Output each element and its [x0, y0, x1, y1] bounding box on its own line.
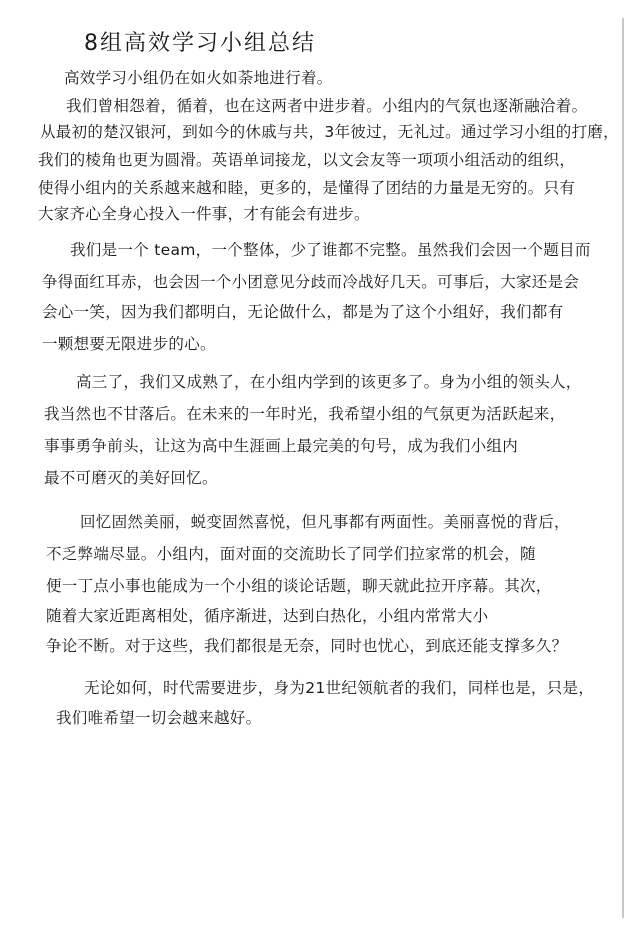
paragraph-1-line-6: 大家齐心全身心投入一件事，才有能会有进步。: [38, 205, 370, 223]
paragraph-2-line-3: 会心一笑，因为我们都明白，无论做什么，都是为了这个小组好，我们都有: [42, 303, 564, 321]
paragraph-3-line-4: 最不可磨灭的美好回忆。: [44, 469, 218, 487]
paragraph-5-line-1: 无论如何，时代需要进步，身为21世纪领航者的我们，同样也是，只是，: [84, 679, 595, 697]
paragraph-4-line-1: 回忆固然美丽，蜕变固然喜悦，但凡事都有两面性。美丽喜悦的背后，: [80, 513, 570, 531]
paragraph-5-line-2: 我们唯希望一切会越来越好。: [56, 709, 262, 727]
paragraph-4-line-2: 不乏弊端尽显。小组内，面对面的交流助长了同学们拉家常的机会，随: [46, 545, 536, 563]
paragraph-3-line-2: 我当然也不甘落后。在未来的一年时光，我希望小组的气氛更为活跃起来，: [44, 405, 566, 423]
paragraph-2-line-4: 一颗想要无限进步的心。: [42, 335, 216, 353]
paragraph-4-line-4: 随着大家近距离相处，循序渐进，达到白热化，小组内常常大小: [46, 607, 489, 625]
paragraph-4-line-5: 争论不断。对于这些，我们都很是无奈，同时也忧心，到底还能支撑多久？: [46, 637, 568, 655]
paragraph-1-line-5: 使得小组内的关系越来越和睦，更多的，是懂得了团结的力量是无穷的。只有: [38, 179, 576, 197]
document-title: 8组高效学习小组总结: [84, 31, 316, 56]
paragraph-1-line-4: 我们的棱角也更为圆滑。英语单词接龙，以文会友等一项项小组活动的组织，: [38, 151, 576, 169]
paragraph-1-line-3: 从最初的楚汉银河，到如今的休戚与共，3年彼过，无礼过。通过学习小组的打磨，: [40, 123, 619, 141]
paragraph-1-line-1: 高效学习小组仍在如火如荼地进行着。: [64, 69, 333, 87]
paragraph-2-line-2: 争得面红耳赤，也会因一个小团意见分歧而冷战好几天。可事后，大家还是会: [42, 273, 580, 291]
paragraph-3-line-1: 高三了，我们又成熟了，在小组内学到的该更多了。身为小组的领头人，: [76, 373, 582, 391]
paragraph-4-line-3: 便一丁点小事也能成为一个小组的谈论话题，聊天就此拉开序幕。其次，: [46, 577, 552, 595]
paragraph-3-line-3: 事事勇争前头，让这为高中生涯画上最完美的句号，成为我们小组内: [44, 437, 519, 455]
paragraph-2-line-1: 我们是一个 team，一个整体，少了谁都不完整。虽然我们会因一个题目而: [70, 241, 591, 259]
paragraph-1-line-2: 我们曾相怨着，循着，也在这两者中进步着。小组内的气氛也逐渐融洽着。: [66, 97, 588, 115]
